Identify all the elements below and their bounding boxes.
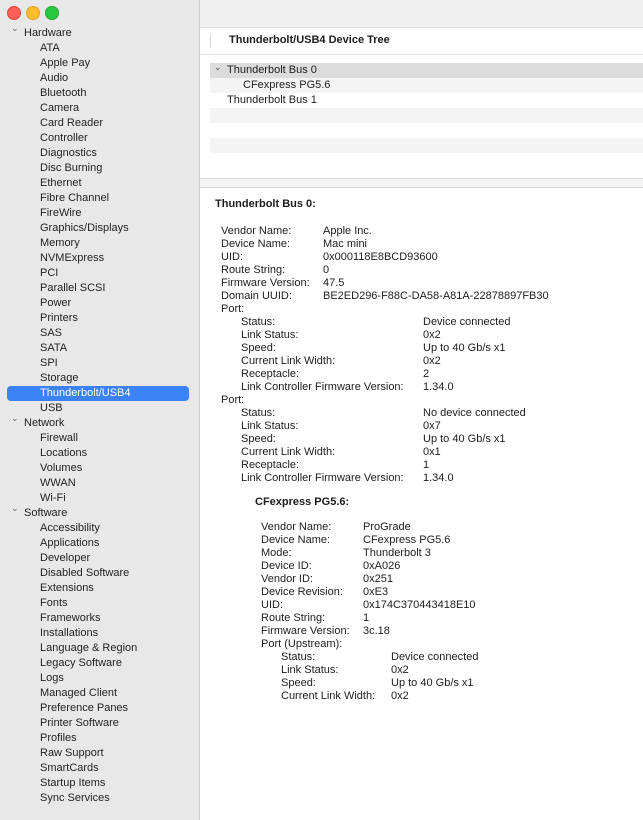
- sidebar-item-disabled-software[interactable]: Disabled Software: [40, 567, 130, 579]
- port2-field-label-current-link-width: Current Link Width:: [241, 446, 336, 458]
- sidebar-item-profiles[interactable]: Profiles: [40, 732, 77, 744]
- device-port-heading: Port (Upstream):: [261, 638, 343, 650]
- device-field-value-device-id: 0xA026: [363, 560, 401, 572]
- sidebar-item-disc-burning[interactable]: Disc Burning: [40, 162, 103, 174]
- port1-field-value-status: Device connected: [423, 316, 511, 328]
- device-port-field-value-status: Device connected: [391, 651, 479, 663]
- device-field-value-route-string: 1: [363, 612, 370, 624]
- device-field-value-mode: Thunderbolt 3: [363, 547, 431, 559]
- tree-row-cfexpress-pg5-6[interactable]: [210, 78, 643, 93]
- port1-field-label-link-status: Link Status:: [241, 329, 299, 341]
- device-field-label-device-id: Device ID:: [261, 560, 312, 572]
- device-field-value-device-revision: 0xE3: [363, 586, 389, 598]
- sidebar-item-legacy-software[interactable]: Legacy Software: [40, 657, 122, 669]
- bus-field-label-route-string: Route String:: [221, 264, 286, 276]
- sidebar-item-developer[interactable]: Developer: [40, 552, 91, 564]
- sidebar-item-firewall[interactable]: Firewall: [40, 432, 78, 444]
- sidebar-item-storage[interactable]: Storage: [40, 372, 79, 384]
- port1-field-value-speed: Up to 40 Gb/s x1: [423, 342, 506, 354]
- device-field-label-vendor-id: Vendor ID:: [261, 573, 313, 585]
- device-field-value-vendor-name: ProGrade: [363, 521, 411, 533]
- device-field-label-mode: Mode:: [261, 547, 292, 559]
- tree-row-thunderbolt-bus-1[interactable]: [210, 93, 643, 108]
- device-field-label-route-string: Route String:: [261, 612, 326, 624]
- tree-header: [200, 27, 643, 55]
- sidebar-item-sync-services[interactable]: Sync Services: [40, 792, 110, 804]
- sidebar-item-spi[interactable]: SPI: [40, 357, 58, 369]
- port2-field-value-receptacle: 1: [423, 459, 430, 471]
- tree-row-empty: [210, 138, 643, 153]
- device-field-label-device-revision: Device Revision:: [261, 586, 343, 598]
- device-field-label-uid: UID:: [261, 599, 283, 611]
- sidebar-item-applications[interactable]: Applications: [40, 537, 100, 549]
- bus-field-label-firmware-version: Firmware Version:: [221, 277, 310, 289]
- sidebar-group-hardware[interactable]: Hardware: [24, 27, 72, 39]
- device-field-value-firmware-version: 3c.18: [363, 625, 390, 637]
- sidebar-item-power[interactable]: Power: [40, 297, 72, 309]
- chevron-down-icon[interactable]: ⌄: [11, 413, 19, 423]
- device-port-field-label-current-link-width: Current Link Width:: [281, 690, 376, 702]
- sidebar-item-camera[interactable]: Camera: [40, 102, 80, 114]
- sidebar-item-raw-support[interactable]: Raw Support: [40, 747, 104, 759]
- port2-field-value-link-controller-firmware-version: 1.34.0: [423, 472, 454, 484]
- port2-field-value-current-link-width: 0x1: [423, 446, 441, 458]
- device-field-label-device-name: Device Name:: [261, 534, 331, 546]
- device-port-field-value-current-link-width: 0x2: [391, 690, 409, 702]
- port2-field-label-link-status: Link Status:: [241, 420, 299, 432]
- sidebar-item-graphics-displays[interactable]: Graphics/Displays: [40, 222, 129, 234]
- close-window-button[interactable]: [7, 6, 21, 20]
- sidebar-item-sata[interactable]: SATA: [40, 342, 68, 354]
- tree-header-title: Thunderbolt/USB4 Device Tree: [229, 34, 390, 46]
- device-port-field-value-speed: Up to 40 Gb/s x1: [391, 677, 474, 689]
- port2-field-label-receptacle: Receptacle:: [241, 459, 300, 471]
- sidebar-item-managed-client[interactable]: Managed Client: [40, 687, 118, 699]
- port2-field-value-status: No device connected: [423, 407, 526, 419]
- sidebar-item-ata[interactable]: ATA: [40, 42, 60, 54]
- port1-field-label-status: Status:: [241, 316, 276, 328]
- sidebar-item-parallel-scsi[interactable]: Parallel SCSI: [40, 282, 106, 294]
- port1-field-value-link-controller-firmware-version: 1.34.0: [423, 381, 454, 393]
- port1-field-value-receptacle: 2: [423, 368, 430, 380]
- column-separator: [210, 34, 211, 48]
- sidebar-item-apple-pay[interactable]: Apple Pay: [40, 57, 91, 69]
- sidebar-item-accessibility[interactable]: Accessibility: [40, 522, 100, 534]
- device-field-label-firmware-version: Firmware Version:: [261, 625, 350, 637]
- sidebar: [0, 0, 200, 820]
- sidebar-item-diagnostics[interactable]: Diagnostics: [40, 147, 97, 159]
- device-port-field-label-status: Status:: [281, 651, 316, 663]
- sidebar-item-card-reader[interactable]: Card Reader: [40, 117, 103, 129]
- sidebar-item-extensions[interactable]: Extensions: [40, 582, 94, 594]
- port2-field-label-link-controller-firmware-version: Link Controller Firmware Version:: [241, 472, 404, 484]
- bus-field-value-route-string: 0: [323, 264, 330, 276]
- sidebar-item-fonts[interactable]: Fonts: [40, 597, 68, 609]
- device-port-field-label-speed: Speed:: [281, 677, 316, 689]
- bus-field-value-vendor-name: Apple Inc.: [323, 225, 372, 237]
- tree-row-label: Thunderbolt Bus 0: [227, 64, 317, 76]
- sidebar-item-printers[interactable]: Printers: [40, 312, 78, 324]
- port1-field-label-receptacle: Receptacle:: [241, 368, 300, 380]
- chevron-down-icon[interactable]: ⌄: [11, 23, 19, 33]
- sidebar-item-sas[interactable]: SAS: [40, 327, 63, 339]
- bus-field-label-domain-uuid: Domain UUID:: [221, 290, 292, 302]
- sidebar-item-logs[interactable]: Logs: [40, 672, 64, 684]
- port1-field-value-link-status: 0x2: [423, 329, 441, 341]
- port1-field-label-link-controller-firmware-version: Link Controller Firmware Version:: [241, 381, 404, 393]
- sidebar-item-nvmexpress[interactable]: NVMExpress: [40, 252, 105, 264]
- tree-row-thunderbolt-bus-0[interactable]: [210, 63, 643, 78]
- device-port-field-label-link-status: Link Status:: [281, 664, 339, 676]
- sidebar-item-controller[interactable]: Controller: [40, 132, 88, 144]
- sidebar-item-wwan[interactable]: WWAN: [40, 477, 76, 489]
- bus-field-label-vendor-name: Vendor Name:: [221, 225, 292, 237]
- sidebar-group-software[interactable]: Software: [24, 507, 68, 519]
- tree-row-label: Thunderbolt Bus 1: [227, 94, 317, 106]
- sidebar-item-smartcards[interactable]: SmartCards: [40, 762, 99, 774]
- sidebar-item-locations[interactable]: Locations: [40, 447, 88, 459]
- sidebar-item-preference-panes[interactable]: Preference Panes: [40, 702, 129, 714]
- zoom-window-button[interactable]: [45, 6, 59, 20]
- tree-row-label: CFexpress PG5.6: [243, 79, 331, 91]
- device-tree: [210, 63, 643, 175]
- port-heading: Port:: [221, 394, 245, 406]
- sidebar-item-memory[interactable]: Memory: [40, 237, 80, 249]
- device-field-label-vendor-name: Vendor Name:: [261, 521, 332, 533]
- bus-field-value-uid: 0x000118E8BCD93600: [323, 251, 438, 263]
- toolbar: [200, 0, 643, 27]
- bus-field-value-domain-uuid: BE2ED296-F88C-DA58-A81A-22878897FB30: [323, 290, 549, 302]
- sidebar-item-thunderbolt-usb4[interactable]: Thunderbolt/USB4: [40, 387, 131, 399]
- main-pane: [200, 0, 643, 820]
- tree-row-empty: [210, 123, 643, 138]
- port1-field-value-current-link-width: 0x2: [423, 355, 441, 367]
- device-port-field-value-link-status: 0x2: [391, 664, 409, 676]
- port2-field-value-speed: Up to 40 Gb/s x1: [423, 433, 506, 445]
- sidebar-item-startup-items[interactable]: Startup Items: [40, 777, 106, 789]
- sidebar-item-pci[interactable]: PCI: [40, 267, 59, 279]
- detail-pane: [200, 187, 643, 820]
- sidebar-item-ethernet[interactable]: Ethernet: [40, 177, 82, 189]
- device-field-value-uid: 0x174C370443418E10: [363, 599, 476, 611]
- disclosure-chevron-down-icon[interactable]: ⌄: [214, 62, 222, 72]
- port1-field-label-current-link-width: Current Link Width:: [241, 355, 336, 367]
- port2-field-label-speed: Speed:: [241, 433, 276, 445]
- sidebar-item-language-region[interactable]: Language & Region: [40, 642, 138, 654]
- port1-field-label-speed: Speed:: [241, 342, 276, 354]
- bus-title: Thunderbolt Bus 0:: [215, 198, 316, 210]
- bus-field-value-firmware-version: 47.5: [323, 277, 345, 289]
- tree-row-empty: [210, 108, 643, 123]
- bus-field-label-device-name: Device Name:: [221, 238, 291, 250]
- device-field-value-vendor-id: 0x251: [363, 573, 393, 585]
- port2-field-value-link-status: 0x7: [423, 420, 441, 432]
- sidebar-item-usb[interactable]: USB: [40, 402, 63, 414]
- port2-field-label-status: Status:: [241, 407, 276, 419]
- chevron-down-icon[interactable]: ⌄: [11, 503, 19, 513]
- sidebar-item-wi-fi[interactable]: Wi-Fi: [40, 492, 66, 504]
- device-field-value-device-name: CFexpress PG5.6: [363, 534, 451, 546]
- sidebar-item-bluetooth[interactable]: Bluetooth: [40, 87, 87, 99]
- sidebar-group-network[interactable]: Network: [24, 417, 65, 429]
- sidebar-item-frameworks[interactable]: Frameworks: [40, 612, 101, 624]
- bus-field-label-uid: UID:: [221, 251, 243, 263]
- tree-row-empty: [210, 153, 643, 168]
- sidebar-item-firewire[interactable]: FireWire: [40, 207, 82, 219]
- device-title: CFexpress PG5.6:: [255, 496, 350, 508]
- sidebar-item-audio[interactable]: Audio: [40, 72, 69, 84]
- port-heading: Port:: [221, 303, 245, 315]
- sidebar-item-installations[interactable]: Installations: [40, 627, 99, 639]
- sidebar-item-volumes[interactable]: Volumes: [40, 462, 83, 474]
- bus-field-value-device-name: Mac mini: [323, 238, 368, 250]
- sidebar-item-printer-software[interactable]: Printer Software: [40, 717, 119, 729]
- minimize-window-button[interactable]: [26, 6, 40, 20]
- sidebar-item-fibre-channel[interactable]: Fibre Channel: [40, 192, 110, 204]
